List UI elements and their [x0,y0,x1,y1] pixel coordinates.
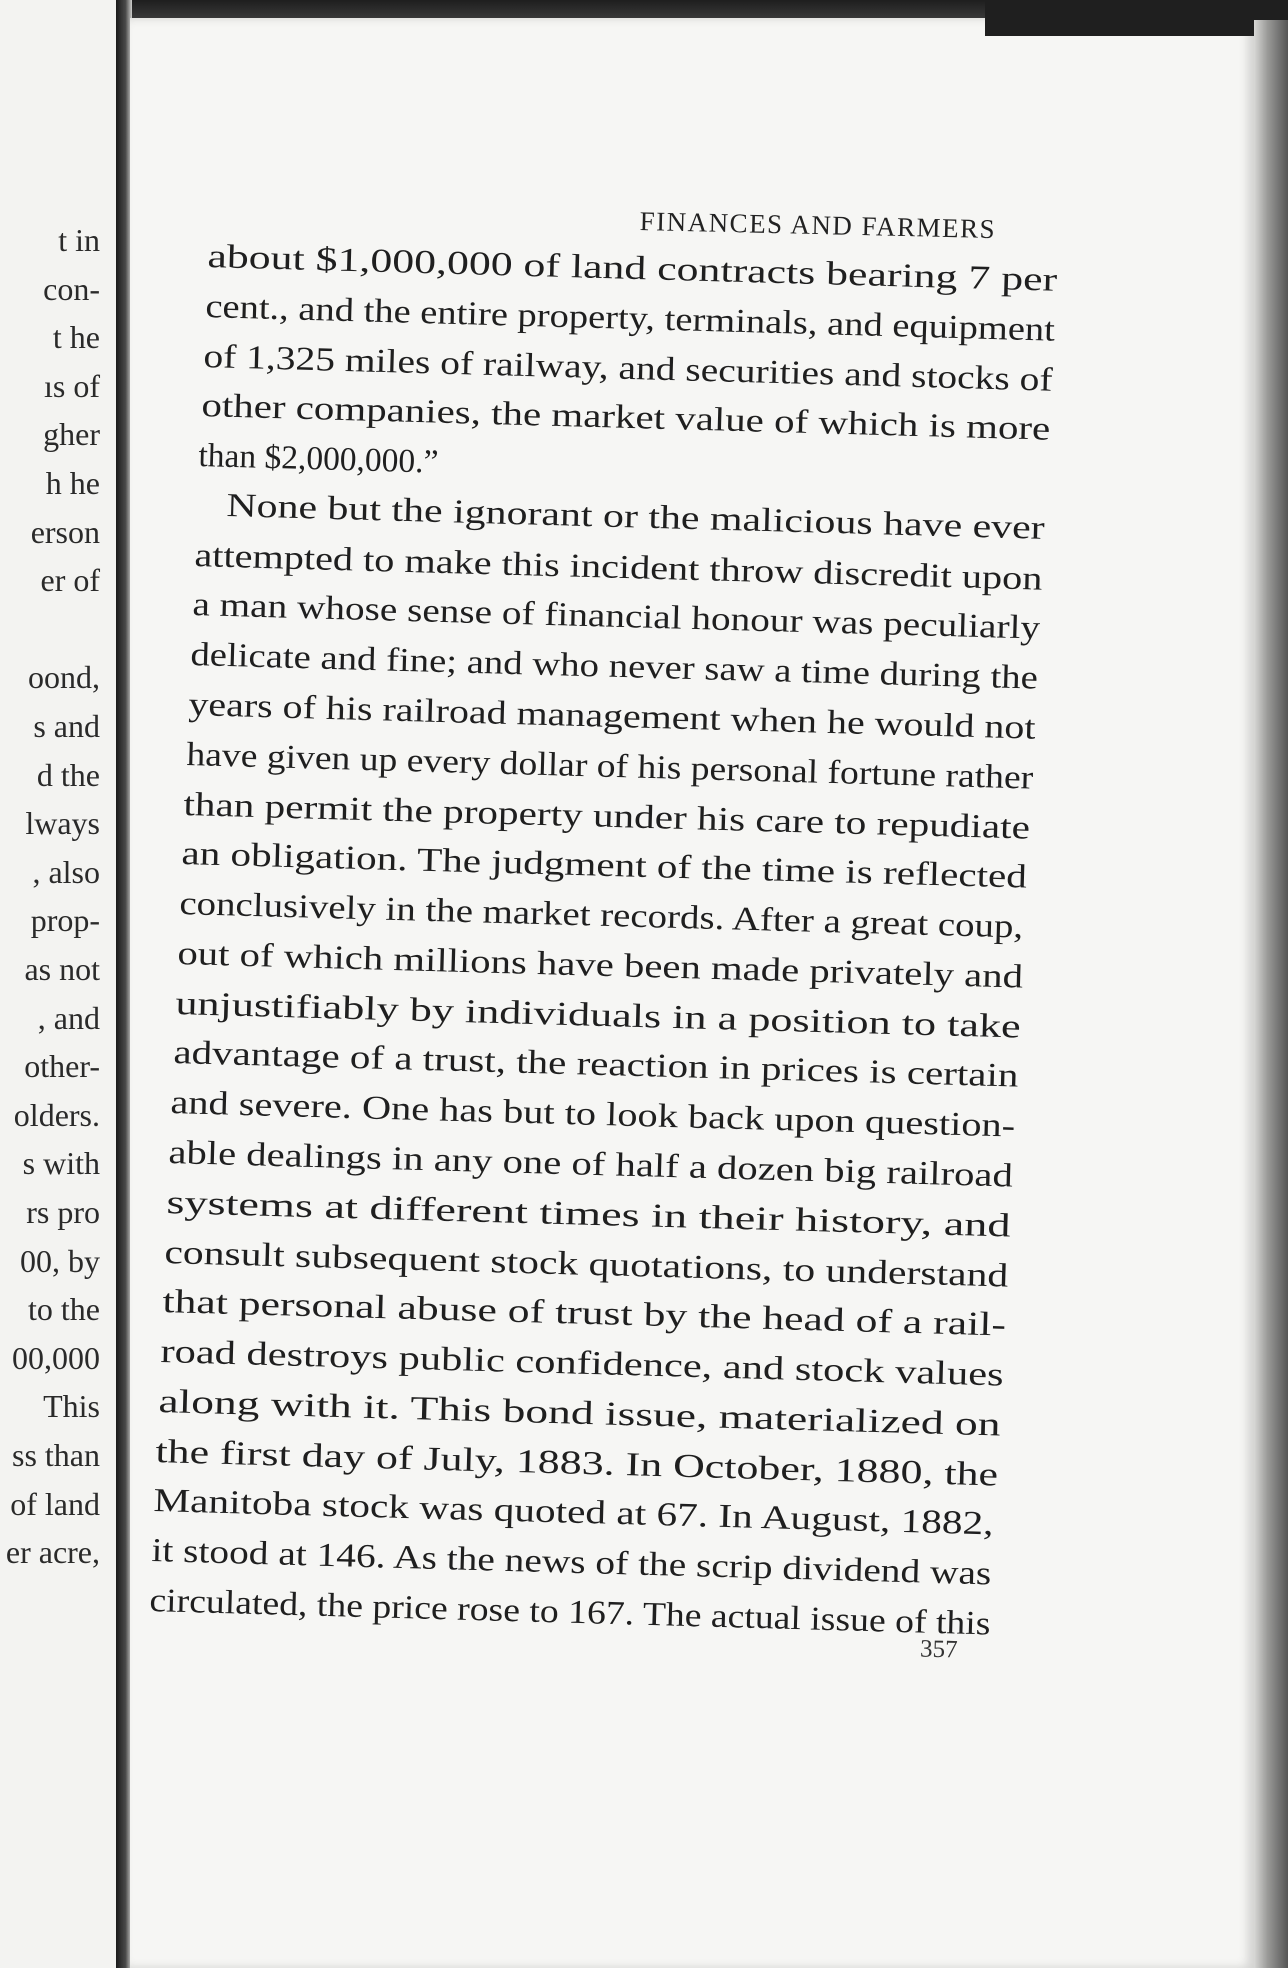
left-page-line-fragment: gher [43,416,100,453]
left-page-line-fragment: olders. [13,1096,100,1133]
text-line: conclusively in the market records. After a great coup, [179,885,1024,946]
left-page-line-fragment: er of [40,562,100,599]
text-line: attempted to make this incident throw discredit upon [194,536,1043,598]
left-page-line-fragment: This [43,1388,100,1425]
left-page-line-fragment: 00, by [20,1242,100,1279]
text-line: about $1,000,000 of land contracts bearing 7 per [206,238,1058,299]
left-page-line-fragment: to the [28,1291,100,1328]
left-page-line-fragment: oond, [28,659,100,696]
left-page-line-fragment: as not [24,951,100,987]
text-line: have given up every dollar of his personal fortune rather [185,735,1034,797]
left-page-line-fragment: s and [33,708,100,744]
text-line: and severe. One has but to look back upon question- [170,1084,1017,1145]
left-page-line-fragment: s with [22,1145,100,1182]
text-line: the first day of July, 1883. In October, 1880, the [155,1432,1000,1494]
left-page-line-fragment: other- [24,1048,100,1085]
text-line: than $2,000,000.” [198,437,440,481]
page-number: 357 [919,1635,958,1664]
page-edge [1254,20,1288,1968]
left-page-line-fragment: ıs of [44,367,100,404]
left-facing-page [0,0,124,1968]
text-line: delicate and fine; and who never saw a time during the [189,636,1039,697]
text-line: that personal abuse of trust by the head of a rail- [161,1283,1007,1344]
left-page-line-fragment: , also [32,853,100,890]
text-line: Manitoba stock was quoted at 67. In August, 1882, [153,1482,995,1543]
text-line: able dealings in any one of half a dozen big railroad [168,1134,1014,1195]
text-line: advantage of a trust, the reaction in prices is certain [172,1034,1019,1096]
text-line: an obligation. The judgment of the time is reflected [181,835,1028,896]
text-line: it stood at 146. As the news of the scrip dividend was [151,1532,992,1593]
text-line: a man whose sense of financial honour was peculiarly [191,586,1041,648]
left-page-line-fragment: 00,000 [12,1339,100,1376]
left-page-line-fragment: lways [25,805,100,842]
left-page-line-fragment: h he [45,465,100,501]
text-line: out of which millions have been made privately and [176,934,1024,996]
left-page-line-fragment: er acre, [5,1534,100,1571]
text-line: None but the ignorant or the malicious have ever [226,486,1046,547]
text-line: circulated, the price rose to 167. The actual issue of this [148,1582,991,1643]
running-head: FINANCES AND FARMERS [639,206,997,245]
left-page-line-fragment: of land [10,1485,100,1522]
text-line: of 1,325 miles of railway, and securities and stocks of [202,337,1053,399]
text-line: unjustifiably by individuals in a position to take [174,984,1021,1046]
scan-background-corner [985,0,1288,36]
left-page-line-fragment: d the [36,756,100,793]
left-page-line-fragment: con- [43,270,100,307]
left-page-line-fragment: erson [30,513,100,550]
text-line: consult subsequent stock quotations, to understand [163,1233,1009,1295]
left-page-line-fragment: ss than [12,1437,100,1473]
text-line: than permit the property under his care to repudiate [183,785,1031,847]
left-page-line-fragment: t in [58,222,100,258]
text-line: along with it. This bond issue, materialized on [157,1382,1001,1444]
left-page-line-fragment: prop- [30,902,100,939]
text-line: years of his railroad management when he would not [187,686,1036,747]
left-page-line-fragment: rs pro [26,1194,100,1230]
text-line: systems at different times in their history, and [166,1183,1012,1245]
text-line: other companies, the market value of which is more [200,387,1051,449]
left-page-line-fragment: , and [37,999,100,1036]
left-page-line-fragment: t he [52,319,100,356]
text-line: road destroys public confidence, and stock values [159,1333,1004,1394]
text-line: cent., and the entire property, terminals, and equipment [204,287,1056,349]
